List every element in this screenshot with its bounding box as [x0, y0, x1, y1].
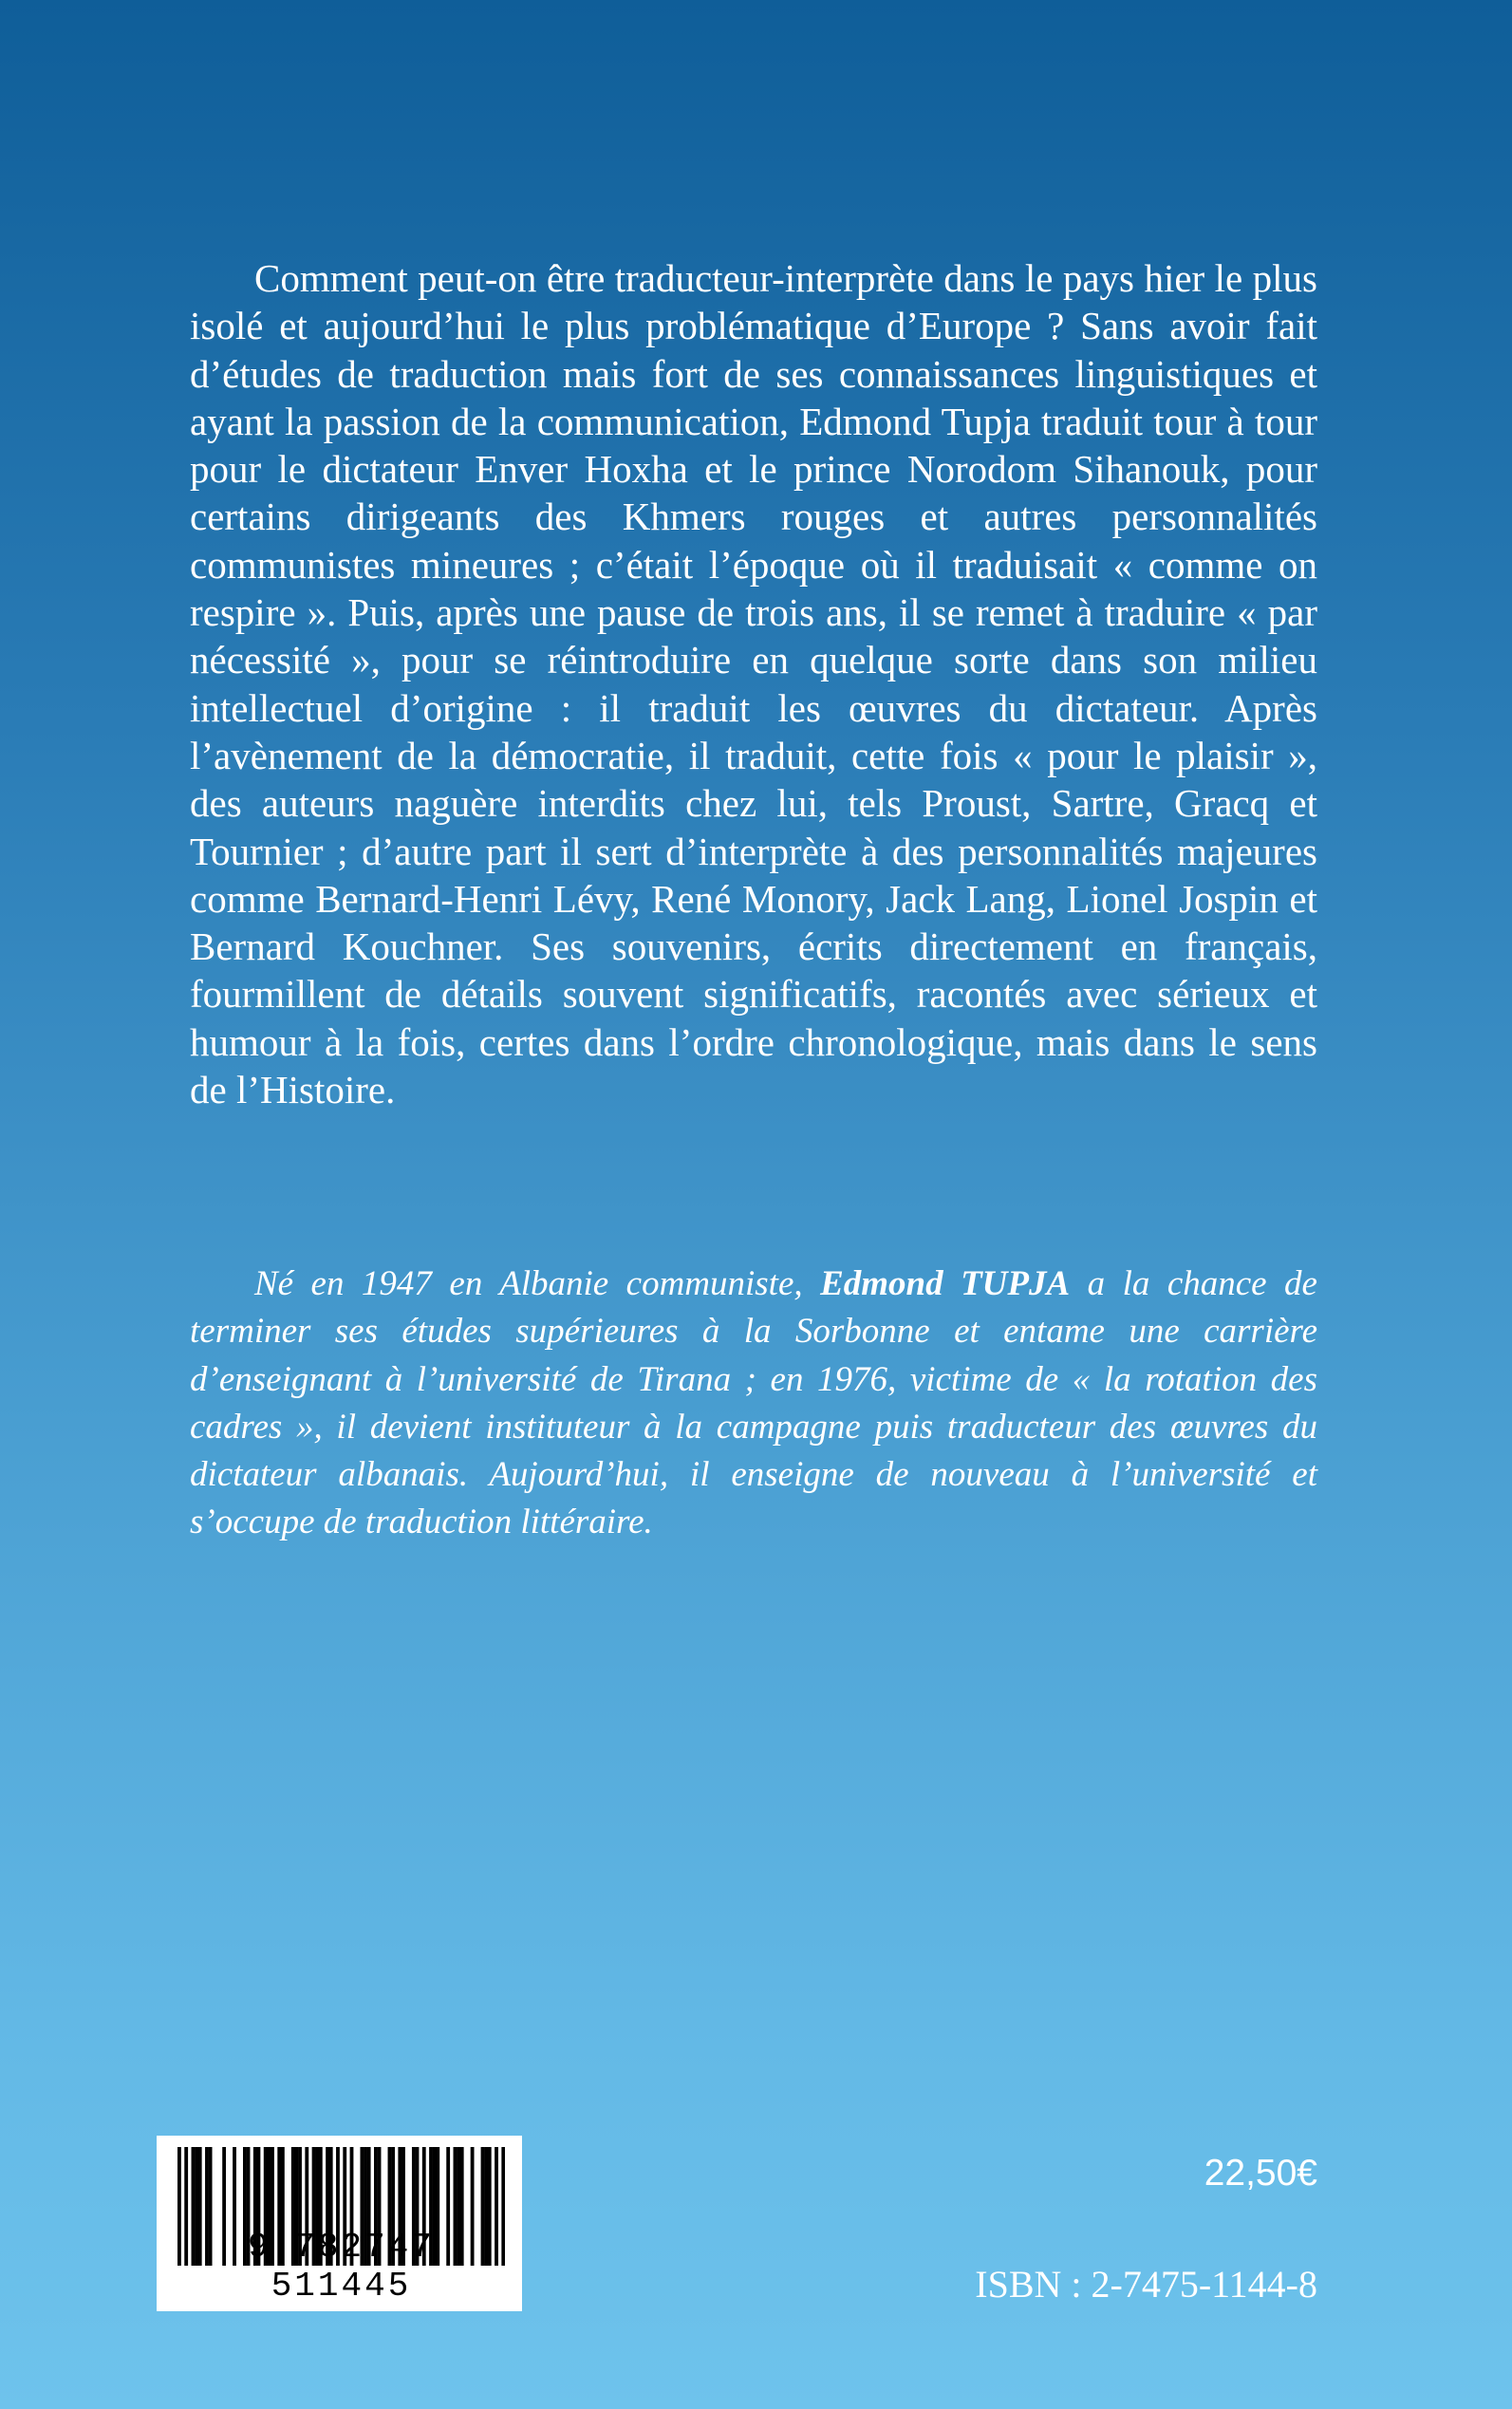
isbn-number: ISBN : 2-7475-1144-8: [975, 2263, 1317, 2306]
price: 22,50€: [1204, 2153, 1317, 2194]
barcode-digits: 9 782747 511445: [248, 2228, 435, 2306]
author-bio-text: a la chance de terminer ses études supérieures à la Sorbonne et entame une carrière d’enseignant à l’université de Tirana ; en 1976, victime de « la rotation des cadres », il devient instituteur à la campagne puis traducteur des œuvres du dictateur albanais. Aujourd’hui, il enseigne de nouveau à l’université et s’occupe de traduction littéraire.: [190, 1264, 1317, 1542]
isbn-barcode: [157, 2136, 522, 2311]
author-bio-intro: Né en 1947 en Albanie communiste,: [254, 1264, 821, 1303]
book-summary: Comment peut-on être traducteur-interprète dans le pays hier le plus isolé et aujourd’hui le plus problématique d’Europe ? Sans avoir fait d’études de traduction mais fort de ses connaissances linguistiques et ayant la passion de la communication, Edmond Tupja traduit tour à tour pour le dictateur Enver Hoxha et le prince Norodom Sihanouk, pour certains dirigeants des Khmers rouges et autres personnalités communistes mineures ; c’était l’époque où il traduisait « comme on respire ». Puis, après une pause de trois ans, il se remet à traduire « par nécessité », pour se réintroduire en quelque sorte dans son milieu intellectuel d’origine : il traduit les œuvres du dictateur. Après l’avènement de la démocratie, il traduit, cette fois « pour le plaisir », des auteurs naguère interdits chez lui, tels Proust, Sartre, Gracq et Tournier ; d’autre part il sert d’interprète à des personnalités majeures comme Bernard-Henri Lévy, René Monory, Jack Lang, Lionel Jospin et Bernard Kouchner. Ses souvenirs, écrits directement en français, fourmillent de détails souvent significatifs, racontés avec sérieux et humour à la fois, certes dans l’ordre chronologique, mais dans le sens de l’Histoire.: [190, 256, 1317, 1112]
author-name: Edmond TUPJA: [820, 1264, 1071, 1303]
author-bio: [190, 1261, 1317, 1547]
